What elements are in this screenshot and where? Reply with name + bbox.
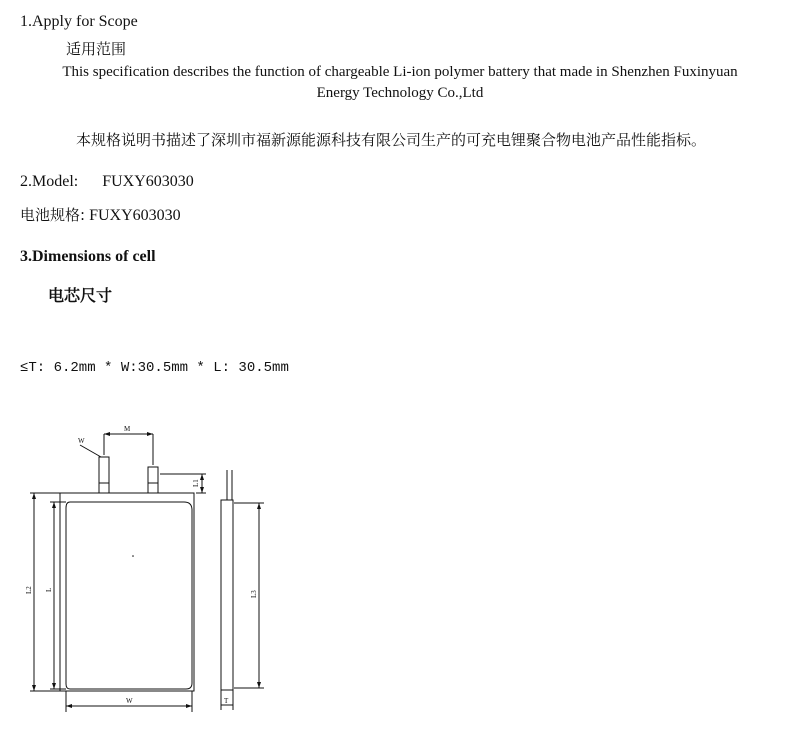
w-label: W	[126, 697, 133, 705]
scope-description-cn: 本规格说明书描述了深圳市福新源能源科技有限公司生产的可充电锂聚合物电池产品性能指标。	[76, 131, 707, 149]
tab-width-label: W	[78, 437, 85, 445]
dimensions-heading: 3.Dimensions of cell	[20, 248, 156, 265]
tab-width-leader	[80, 445, 101, 457]
dimensions-values: ≤T: 6.2mm * W:30.5mm * L: 30.5mm	[20, 360, 289, 376]
scope-description-line2: Energy Technology Co.,Ltd	[316, 85, 484, 101]
dimensions-heading-cn: 电芯尺寸	[48, 286, 113, 305]
l1-label: L1	[192, 479, 200, 487]
l-label: L	[45, 587, 53, 592]
cell-side-view	[221, 500, 233, 690]
cell-inner-outline	[66, 502, 192, 689]
t-label: T	[224, 697, 229, 705]
l2-label: L2	[25, 586, 33, 594]
model-label: 2.Model:	[20, 173, 79, 190]
scope-heading-cn: 适用范围	[66, 40, 127, 58]
model-value: FUXY603030	[102, 173, 194, 190]
m-label: M	[124, 425, 131, 433]
scope-description-line1: This specification describes the function of chargeable Li-ion polymer battery that made in Shenzhen Fuxinyuan	[62, 64, 738, 80]
l3-label: L3	[250, 590, 258, 598]
tab-left	[99, 457, 109, 493]
model-cn-label: 电池规格:	[20, 206, 86, 224]
model-cn-value: FUXY603030	[89, 207, 181, 224]
tab-right	[148, 467, 158, 493]
cell-outline	[60, 493, 194, 691]
scope-heading: 1.Apply for Scope	[20, 13, 138, 30]
